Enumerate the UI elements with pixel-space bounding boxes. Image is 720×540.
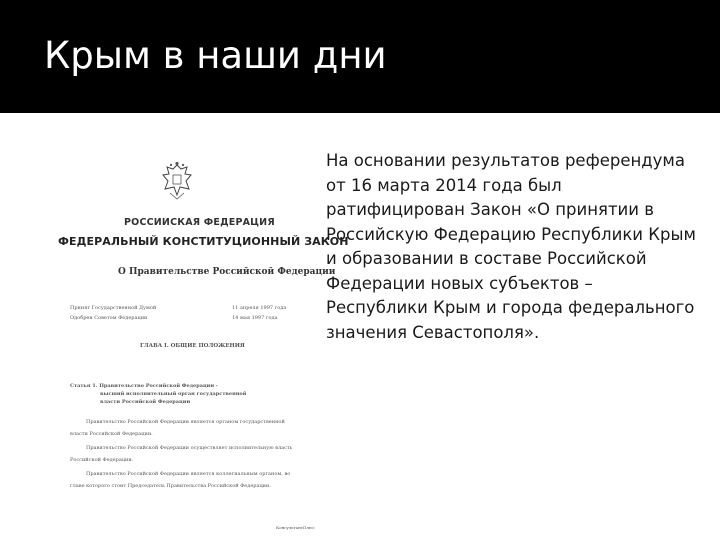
document-image	[52, 155, 349, 540]
coat-of-arms-icon	[160, 161, 194, 201]
document-article-1-line-3: власти Российской Федерации	[100, 399, 191, 405]
document-article-1-line-2: высший исполнительный орган государственной	[100, 391, 247, 397]
document-para-1a: Правительство Российской Федерации является органом государственной	[86, 419, 285, 425]
document-adopted-left-1: Принят Государственной Думой	[70, 305, 157, 311]
document-law-title: О Правительстве Российской Федерации	[118, 267, 336, 277]
slide-title: Крым в наши дни	[44, 34, 387, 77]
document-para-1b: власти Российской Федерации.	[70, 431, 153, 437]
document-adopted-right-2: 14 мая 1997 года	[232, 315, 278, 321]
document-country-heading: РОССИЙСКАЯ ФЕДЕРАЦИЯ	[124, 217, 275, 228]
document-adopted-left-2: Одобрен Советом Федерации	[70, 315, 148, 321]
document-footer: КонсультантПлюс	[276, 525, 315, 530]
document-chapter: ГЛАВА I. ОБЩИЕ ПОЛОЖЕНИЯ	[140, 343, 245, 349]
document-para-2b: Российской Федерации.	[70, 457, 134, 463]
content-area	[0, 113, 720, 540]
document-adopted-right-1: 11 апреля 1997 года	[232, 305, 287, 311]
slide-body-text: На основании результатов референдума от 16 марта 2014 года был ратифицирован Закон «О принятии в Российскую Федерацию Республики Крым и образовании в составе Российской Федерации новых субъектов – Республики Крым и города федерального значения Севастополя».	[326, 151, 696, 342]
document-para-3a: Правительство Российской Федерации является коллегиальным органом, во	[86, 471, 291, 477]
title-bar	[0, 0, 720, 113]
document-para-3b: главе которого стоит Председатель Правительства Российской Федерации.	[70, 483, 271, 489]
document-law-type-heading: ФЕДЕРАЛЬНЫЙ КОНСТИТУЦИОННЫЙ ЗАКОН	[58, 235, 349, 248]
document-para-2a: Правительство Российской Федерации осуществляет исполнительную власть	[86, 445, 293, 451]
document-article-1-line-1: Статья 1. Правительство Российской Федерации -	[70, 383, 218, 389]
